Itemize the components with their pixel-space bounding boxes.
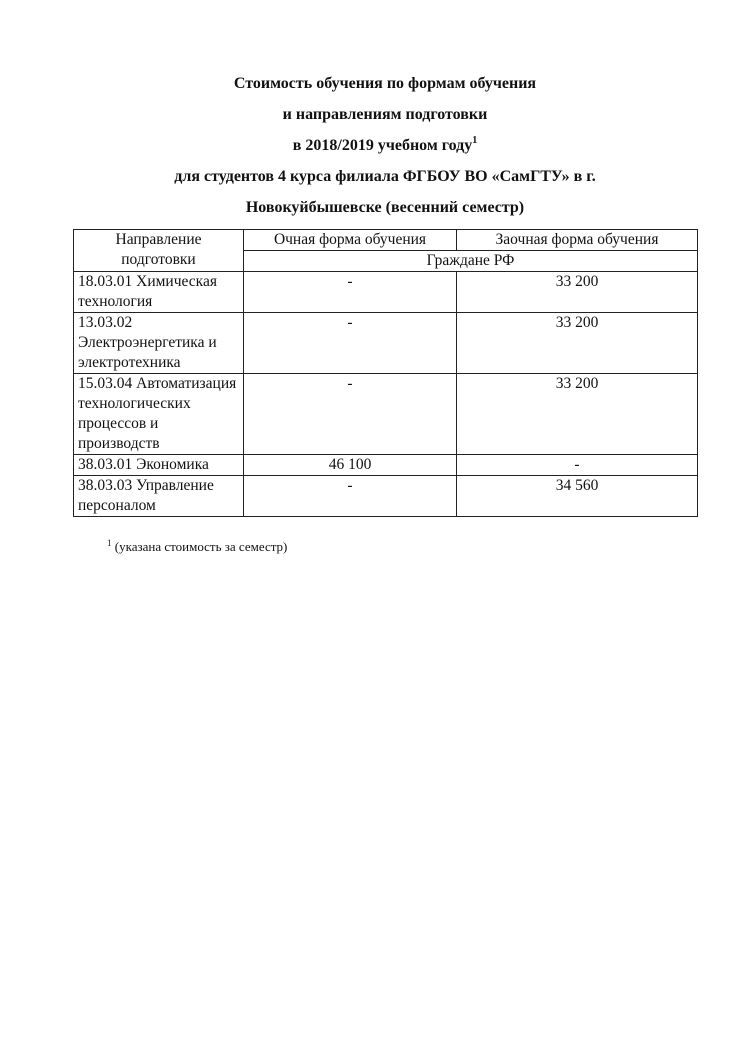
header-direction: Направление подготовки (74, 230, 244, 272)
cell-part-time: 33 200 (457, 313, 698, 374)
cell-full-time: - (244, 374, 457, 455)
cell-part-time: 34 560 (457, 476, 698, 517)
title-line-4: для студентов 4 курса филиала ФГБОУ ВО «СамГТУ» в г. (174, 168, 596, 185)
title-line-1: Стоимость обучения по формам обучения (233, 75, 537, 92)
title-line-5: Новокуйбышевске (весенний семестр) (245, 199, 525, 216)
table-row (74, 272, 698, 313)
cell-full-time: - (244, 313, 457, 374)
table-row (74, 455, 698, 476)
cell-full-time: - (244, 476, 457, 517)
title-line-3 (70, 130, 700, 161)
cell-full-time: 46 100 (244, 455, 457, 476)
cell-direction: 38.03.01 Экономика (74, 455, 244, 476)
header-full-time: Очная форма обучения (244, 230, 457, 251)
title-line-3-text: в 2018/2019 учебном году (292, 137, 473, 154)
title-footnote-mark: 1 (472, 135, 478, 146)
cell-direction: 13.03.02 Электроэнергетика и электротехника (74, 313, 244, 374)
document-title (70, 68, 700, 223)
footnote (107, 539, 287, 555)
cell-part-time: 33 200 (457, 272, 698, 313)
title-line-2: и направлениям подготовки (282, 106, 488, 123)
table-row (74, 476, 698, 517)
footnote-mark: 1 (107, 538, 112, 548)
cell-part-time: - (457, 455, 698, 476)
table-row (74, 374, 698, 455)
cell-part-time: 33 200 (457, 374, 698, 455)
footnote-text: (указана стоимость за семестр) (111, 539, 288, 554)
cell-full-time: - (244, 272, 457, 313)
header-part-time: Заочная форма обучения (457, 230, 698, 251)
cell-direction: 38.03.03 Управление персоналом (74, 476, 244, 517)
cell-direction: 18.03.01 Химическая технология (74, 272, 244, 313)
tuition-fees-table (73, 229, 698, 517)
cell-direction: 15.03.04 Автоматизация технологических процессов и производств (74, 374, 244, 455)
table-header-row (74, 230, 698, 251)
table-row (74, 313, 698, 374)
header-citizens: Граждане РФ (244, 251, 698, 272)
